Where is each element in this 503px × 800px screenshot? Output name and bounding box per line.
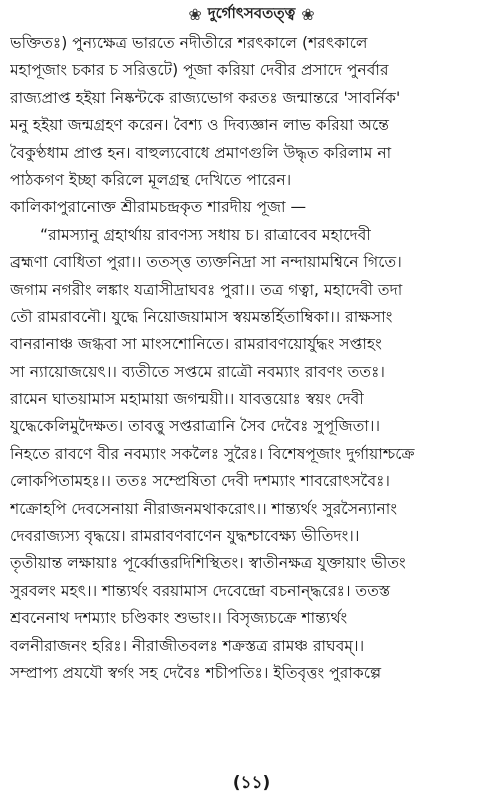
text-line: রাজ্যপ্রাপ্ত হইয়া নিষ্কন্টকে রাজ্যভোগ করতঃ জন্মান্তরে 'সাবর্নিক' xyxy=(10,88,401,107)
quote-line: “রামস্যানু গ্রহার্থায় রাবণস্য সধায় চ। রাত্রাবেব মহাদেবী xyxy=(40,225,371,244)
quote-line: তৌ রামরাবনৌ। যুদ্ধে নিয়োজয়ামাস স্বয়মন্তর্হিতাম্বিকা।। রাক্ষসাং xyxy=(10,307,393,326)
text-line: মনু হইয়া জন্মগ্রহণ করেন। বৈশ্য ও দিব্যজ্ঞান লাভ করিয়া অন্তে xyxy=(10,116,390,135)
quote-line: সা ন্যায়োজয়েৎ।। ব্যতীতে সপ্তমে রাত্রৌ নবম্যাং রাবণং ততঃ। xyxy=(10,362,386,381)
quote-line: যুদ্ধেকেলিমুদৈক্ষত। তাবত্তু সপ্তরাত্রানি সৈব দেবৈঃ সুপূজিতা।। xyxy=(10,417,381,436)
quote-line: শক্রোহপি দেবসেনায়া নীরাজনমথাকরোৎ।। শান্ত্যর্থং সুরসৈন্যানাং xyxy=(10,499,398,518)
quote-line: বানরানাঞ্চ জগ্ধবা সা মাংসশোনিতে। রামরাবণয়োর্যুদ্ধং সপ্তাহং xyxy=(10,335,382,354)
flower-ornament-icon: ❀ xyxy=(188,4,202,24)
page-number: (১১) xyxy=(232,773,271,793)
page-header xyxy=(0,2,503,26)
quote-line: রামেন ঘাতয়ামাস মহামায়া জগন্ময়ী।। যাবত্তয়োঃ স্বয়ং দেবী xyxy=(10,390,364,409)
text-line: মহাপূজাং চকার চ সরিত্তটে) পূজা করিয়া দেবীর প্রসাদে পুনর্বার xyxy=(10,61,389,80)
quote-line: শ্রবনেনাথ দশম্যাং চণ্ডিকাং শুভাং।। বিসৃজ্যচক্রে শান্ত্যর্থং xyxy=(10,609,348,628)
quote-line: সম্প্রাপ্য প্রযযৌ স্বর্গং সহ দেবৈঃ শচীপতিঃ। ইতিবৃত্তং পুরাকল্পে xyxy=(10,663,382,682)
quote-line: সুরবলং মহৎ।। শান্ত্যর্থং বরয়ামাস দেবেন্দ্রো বচনান্দ্ধরেঃ। ততস্ত xyxy=(10,581,391,600)
quote-line: লোকপিতামহঃ।। ততঃ সম্প্রেষিতা দেবী দশম্যাং শাবরোৎসবৈঃ। xyxy=(10,472,391,491)
text-line: ভক্তিতঃ) পুন্যক্ষেত্র ভারতে নদীতীরে শরৎকালে (শরৎকালে xyxy=(10,34,368,52)
quote-line: দেবরাজ্যস্য বৃদ্ধয়ে। রামরাবণবাণেন যুদ্ধশ্চাবেক্ষ্য ভীতিদং।। xyxy=(10,527,360,546)
quote-line: জগাম নগরীং লঙ্কাং যত্রাসীদ্রাঘবঃ পুরা।। তত্র গত্বা, মহাদেবী তদা xyxy=(10,280,403,299)
section-heading: কালিকাপুরানোক্ত শ্রীরামচন্দ্রকৃত শারদীয় পূজা — xyxy=(10,198,307,217)
quote-line: নিহতে রাবণে বীর নবম্যাং সকলৈঃ সুরৈঃ। বিশেষপূজাং দুর্গায়াশ্চক্রে xyxy=(10,444,415,463)
page-title: দুর্গোৎসবতত্ত্ব xyxy=(207,3,296,22)
text-line: পাঠকগণ ইচ্ছা করিলে মূলগ্রন্থ দেখিতে পারেন। xyxy=(10,170,292,189)
body-text xyxy=(10,30,498,687)
text-line: বৈকুণ্ঠধাম প্রাপ্ত হন। বাহুল্যবোধে প্রমাণগুলি উদ্ধৃত করিলাম না xyxy=(10,143,392,162)
quote-line: তৃতীয়ান্ত লক্ষায়াঃ পূর্ব্বোত্তরদিশিস্থিতং। স্বাতীনক্ষত্র যুক্তায়াং ভীতং xyxy=(10,554,406,573)
quote-line: ব্রহ্মণা বোধিতা পুরা।। ততস্ত্ত ত্যক্তনিদ্রা সা নন্দায়ামশ্বিনে গিতে। xyxy=(10,253,402,272)
flower-ornament-icon: ❀ xyxy=(301,4,315,24)
quote-line: বলনীরাজনং হরিঃ। নীরাজীতবলঃ শক্রস্তত্র রামঞ্চ রাঘবম্।। xyxy=(10,636,365,655)
